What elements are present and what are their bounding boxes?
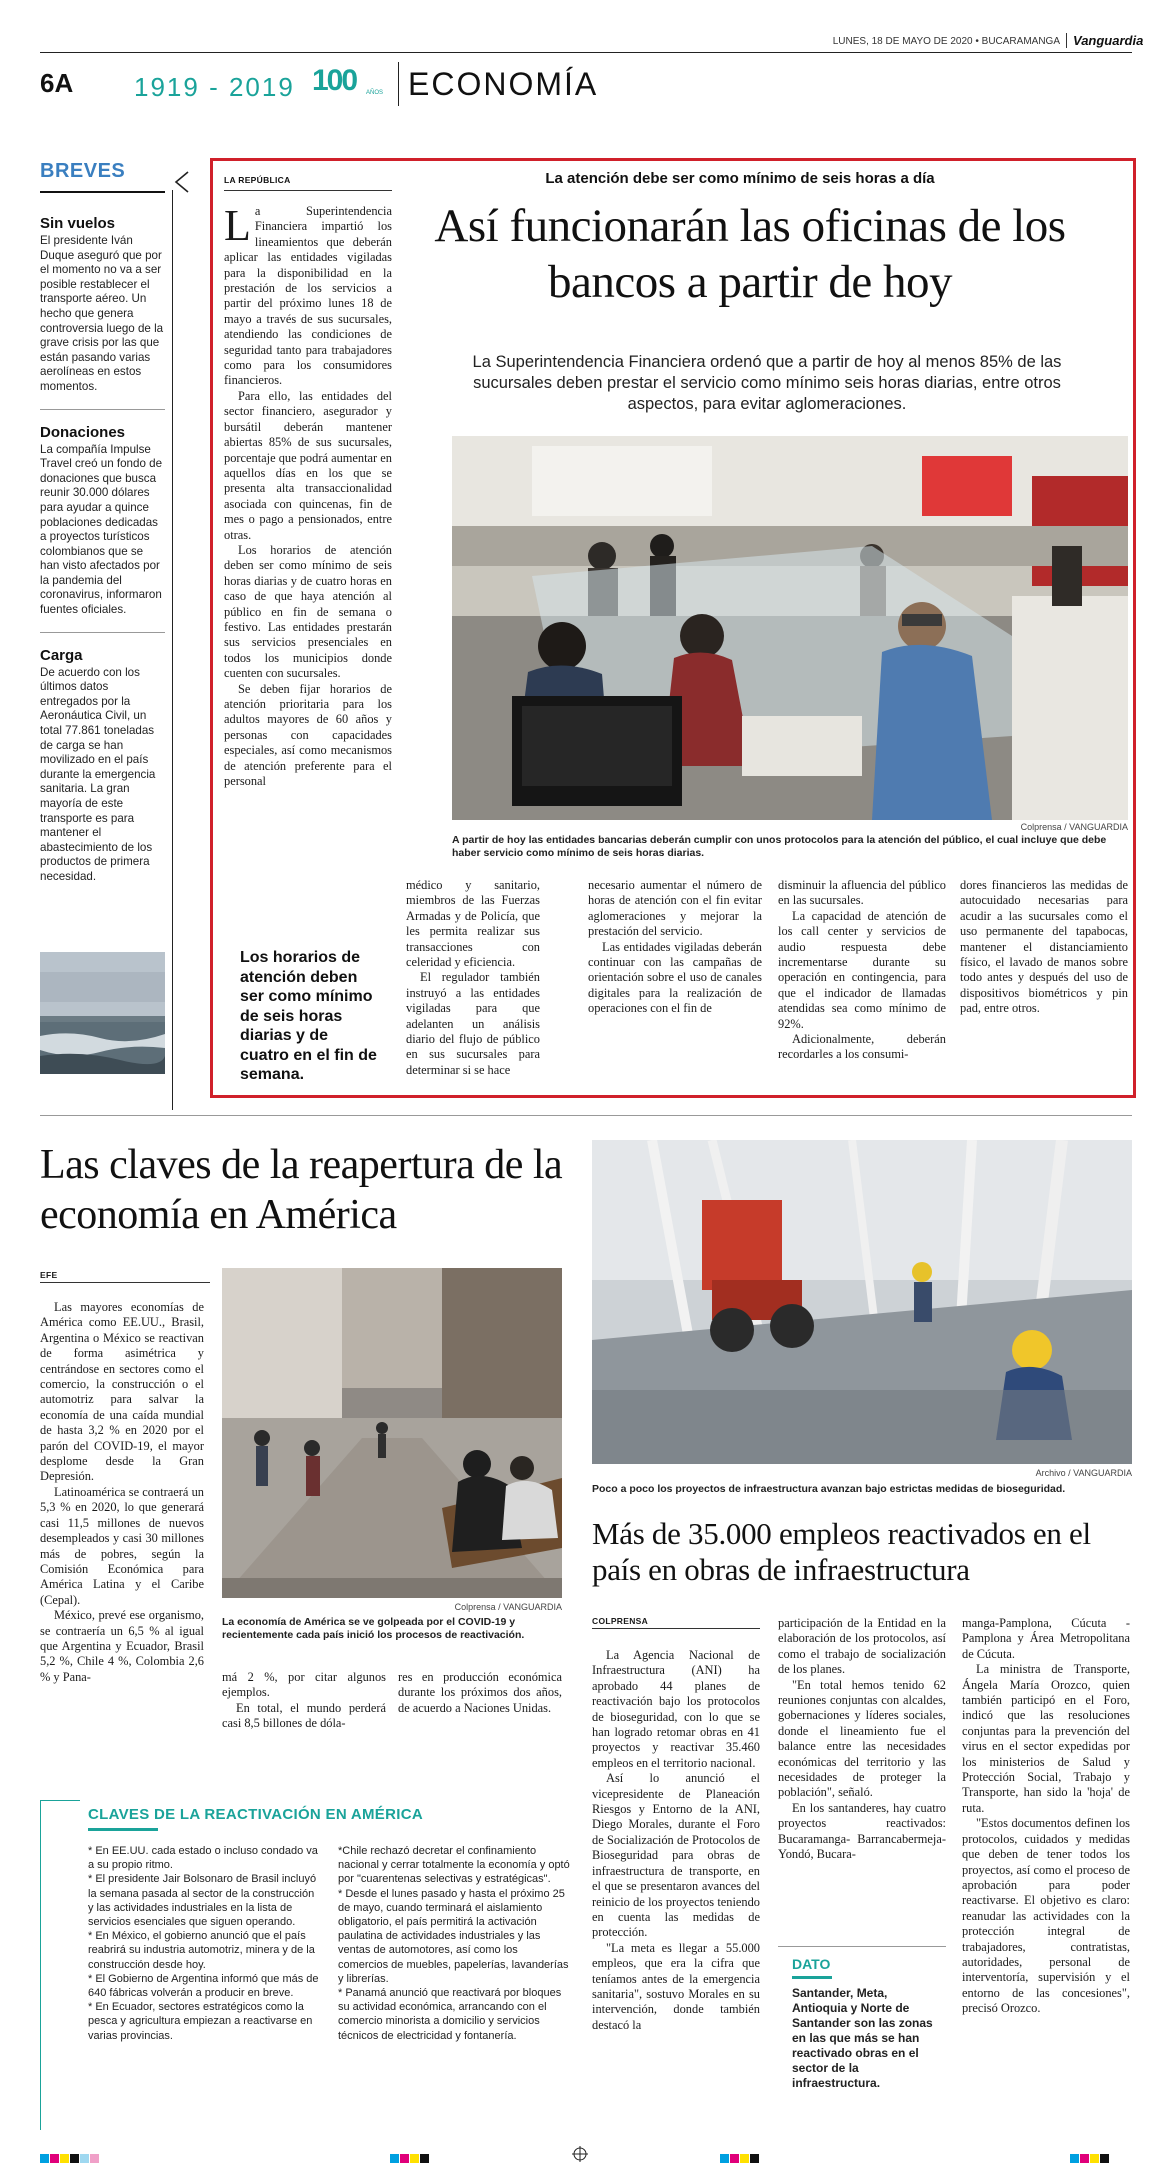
anniversary-number: 100 [312,64,357,97]
article1-col3-para: Las entidades vigiladas deberán continuar con las campañas de orientación sobre el uso de canales digitales para la realización de operaciones con el fin de [588,939,762,1016]
article3-col2 [778,1616,946,1863]
claves-item: *Chile rechazó decretar el confinamiento nacional y cerrar totalmente la economía y optó por "cuarentenas selectivas y estratégicas". [338,1845,570,1886]
breves-vertical-rule [172,190,173,1110]
registration-mark-icon [572,2146,588,2162]
article1-col1-text: a Superintendencia Financiera impartió los lineamientos que deberán aplicar las entidades vigiladas para la disponibilidad en la prestación de los servicios a partir del próximo lunes 18 de mayo a través de sus sucursales, atendiendo las condiciones de seguridad tanto para trabajadores como para los consumidores financieros. [224,204,392,388]
article1-col4-para: Adicionalmente, deberán recordarles a los consumi- [778,1032,946,1062]
breves-item-heading: Donaciones [40,423,126,441]
article3-col1-para: Así lo anunció el vicepresidente de Planeación Riesgos y Entorno de la ANI, Diego Morales, durante el Foro de Socialización de Protocolos de Bioseguridad para obras de infraestructura de transporte, en el que se presentaron avances del reinicio de los proyectos teniendo en cuenta las medidas de protección. [592,1771,760,1940]
print-color-bar-right [720,2150,760,2168]
claves-item: * El presidente Jair Bolsonaro de Brasil incluyó la semana pasada al sector de la construcción y las actividades industriales en la lista de servicios esenciales que siguen operando. [88,1873,317,1929]
article2-col2-para: En total, el mundo perderá casi 8,5 billones de dóla- [222,1700,386,1731]
section-divider [40,1115,1132,1116]
breves-separator [40,632,165,633]
article3-col3 [962,1616,1130,2017]
claves-item: * En Ecuador, sectores estratégicos como la pesca y agricultura empiezan a reactivarse en varias provincias. [88,2001,313,2042]
print-color-bar-far-right [1070,2150,1110,2168]
claves-item: * El Gobierno de Argentina informó que más de 640 fábricas volverán a producir en breve. [88,1972,319,2000]
article1-col3 [588,878,762,1017]
article1-title: Así funcionarán las oficinas de los bancos a partir de hoy [434,200,1066,308]
date-text: LUNES, 18 DE MAYO DE 2020 • BUCARAMANGA [832,36,1060,47]
article3-col1-para: "La meta es llegar a 55.000 empleos, que era la cifra que teníamos antes de la emergencia sanitaria", sostuvo Morales en su intervención, donde también destacó la [592,1940,760,2032]
page-number: 6A [40,68,74,98]
breves-arrow-icon [174,170,190,194]
print-color-bar-mid [390,2150,430,2168]
anniversary-logo [312,64,382,104]
anniversary-sub: AÑOS [366,90,384,96]
article3-col3-para: La ministra de Transporte, Ángela María Orozco, quien también participó en el Foro, indicó que las resoluciones conjuntas para la prevención del virus en el sector expedidas por los ministerios de Salud y Protección Social, Trabajo y Transporte, han sido la 'hoja' de ruta. [962,1662,1130,1815]
article2-col1-para: México, prevé ese organismo, se contraería un 6,5 % al igual que Argentina y Ecuador, Brasil 5,2 %, Chile 4 %, Colombia 2,6 % y Pana- [40,1608,204,1684]
article3-photo [592,1140,1132,1464]
dato-top-rule [778,1946,946,1947]
claves-box-top-rule [40,1800,80,1801]
breves-title: BREVES [40,160,126,182]
article1-col2-para: El regulador también instruyó a las entidades vigiladas para que adelanten un análisis diario del flujo de público en sus sucursales para determinar si se hace [406,970,540,1077]
claves-title-underline [88,1828,158,1831]
article3-col3-para: manga-Pamplona, Cúcuta - Pamplona y Área Metropolitana de Cúcuta. [962,1616,1130,1661]
brand-text: Vanguardia [1073,33,1144,48]
article3-photo-caption: Poco a poco los proyectos de infraestructura avanzan bajo estrictas medidas de bioseguridad. [592,1483,1066,1495]
claves-box [40,1800,580,2130]
claves-right-list [338,1844,570,2043]
article1-photo-caption: A partir de hoy las entidades bancarias deberán cumplir con unos protocolos para la atención del público, el cual incluye que debe haber servicio como mínimo de seis horas diarias. [452,834,1107,859]
section-title: ECONOMÍA [408,66,599,102]
brand-logo [1066,33,1143,48]
article1-col5-para: dores financieros las medidas de autocuidado necesarias para acudir a las sucursales como el uso permanente del tapabocas, mantener el distanciamiento físico, el lavado de manos sobre todo antes y después del uso de dispositivos biométricos y pin pad, entre otros. [960,878,1128,1016]
article2-col2 [222,1670,386,1732]
breves-item-text: La compañía Impulse Travel creó un fondo de donaciones que busca reunir 30.000 dólares para ayudar a quince poblaciones dedicadas a proyectos turísticos colombianos que se han visto afectados por la pandemia del coronavirus, informaron fuentes oficiales. [40,442,163,617]
article3-col2-para: participación de la Entidad en la elaboración de los protocolos, así como el trabajo de socialización de los planes. [778,1616,946,1677]
breves-item-heading: Sin vuelos [40,215,116,232]
claves-title: CLAVES DE LA REACTIVACIÓN EN AMÉRICA [88,1806,423,1823]
article1-lead: La Superintendencia Financiera ordenó que a partir de hoy al menos 85% de las sucursales deben prestar el servicio como mínimo seis horas diarias, entre otros aspectos, para evitar aglomeraciones. [472,353,1062,413]
dato-text: Santander, Meta, Antioquia y Norte de Santander son las zonas en las que más se han reactivado obras en el sector de la infraestructura. [792,1986,933,2090]
breves-item [40,424,165,618]
article2-photo [222,1268,562,1598]
article1-source-rule [224,190,392,191]
article1-col4 [778,878,946,1063]
claves-item: * Panamá anunció que reactivará por bloques su actividad económica, arrancando con el comercio minorista a domicilio y servicios técnicos de electricidad y fontanería. [338,1987,562,2042]
article1-kicker: La atención debe ser como mínimo de seis horas a día [545,170,935,187]
breves-separator [40,409,165,410]
article3-col2-para: En los santanderes, hay cuatro proyectos reactivados: Bucaramanga- Barrancabermeja- Yondó, Bucara- [778,1800,946,1862]
article3-col3-para: "Estos documentos definen los protocolos, cuidados y medidas que deben de tener todos los proyectos, así como el proceso de aprobación para poder reactivarse. El objetivo es claro: reanudar las actividades con la protección integral de trabajadores, contratistas, autoridades, personal de interventoría, supervisión y el entorno de las concesiones", precisó Orozco. [962,1816,1130,2016]
breves-rule [40,191,165,193]
article1-col2 [406,878,540,1078]
article1-col4-para: disminuir la afluencia del público en las sucursales. [778,878,946,908]
article2-col1-para: Latinoamérica se contraerá un 5,3 % en 2020, lo que generará casi 11,5 millones de nuevos desempleados y casi 30 millones más de pobres, según la Comisión Económica para América Latina y el Caribe (Cepal). [40,1484,204,1607]
dato-box [778,1946,946,2096]
claves-left-list [88,1844,320,2043]
claves-item: * En EE.UU. cada estado o incluso condado va a su propio ritmo. [88,1845,318,1872]
article2-col1 [40,1300,204,1685]
article3-source: COLPRENSA [592,1616,649,1626]
article1-photo-credit: Colprensa / VANGUARDIA [1020,822,1128,832]
breves-item [40,647,165,885]
article2-photo-caption: La economía de América se ve golpeada por el COVID-19 y recientemente cada país inició los procesos de reactivación. [222,1616,525,1641]
date-line [600,36,1060,47]
breves-item-heading: Carga [40,646,83,664]
article3-title: Más de 35.000 empleos reactivados en el país en obras de infraestructura [592,1516,1091,1587]
article3-col2-para: "En total hemos tenido 62 reuniones conjuntas con alcaldes, gobernaciones y líderes sociales, donde el lineamiento fue el balance entre las necesidades económicas del territorio y las necesidades de proteger la población", señaló. [778,1677,946,1800]
article1-col1-para: Se deben fijar horarios de atención prioritaria para los adultos mayores de 60 años y personas con capacidades especiales, así como mecanismos de atención preferente para el personal [224,681,392,789]
article2-col3 [398,1670,562,1716]
article2-col3-para: res en producción económica durante los próximos dos años, de acuerdo a Naciones Unidas. [398,1670,562,1715]
article1-col2-para: médico y sanitario, miembros de las Fuerzas Armadas y de Policía, que les permita realizar sus transacciones con celeridad y eficiencia. [406,878,540,970]
breves-item [40,215,165,395]
years-label: 1919 - 2019 [134,72,295,102]
article2-title: Las claves de la reapertura de la economía en América [40,1142,563,1238]
article3-col1-para: La Agencia Nacional de Infraestructura (ANI) ha aprobado 44 planes de reactivación bajo los protocolos de bioseguridad, con lo que se han logrado retomar obras en 41 proyectos y reactivar 35.460 empleos en el territorio nacional. [592,1648,760,1770]
breves-item-text: De acuerdo con los últimos datos entregados por la Aeronáutica Civil, un total 77.861 toneladas de carga se han movilizado en el país durante la emergencia sanitaria. La gran mayoría de este transporte es para mantener el abastecimiento de los productos de primera necesidad. [40,665,156,883]
article1-pullquote: Los horarios de atención deben ser como mínimo de seis horas diarias y de cuatro en el fin de semana. [240,949,377,1083]
article1-photo [452,436,1128,820]
article1-col5 [960,878,1128,1017]
breves-photo [40,952,165,1074]
article1-col1 [224,201,392,789]
article1-col1-para: Los horarios de atención deben ser como mínimo de seis horas diarias y de cuatro horas en caso de que haya atención al público en fin de semana o festivo. Las entidades prestarán sus servicios presenciales en todos los municipios donde cuenten con sucursales. [224,542,392,681]
header-rule-top [40,52,1132,53]
claves-item: * En México, el gobierno anunció que el país reabrirá su industria automotriz, minera y de la construcción desde hoy. [88,1930,315,1971]
article2-col2-para: má 2 %, por citar algunos ejemplos. [222,1670,386,1700]
print-color-bar-left [40,2150,100,2168]
claves-item: * Desde el lunes pasado y hasta el próximo 25 de mayo, cuando terminará el aislamiento obligatorio, el país permitirá la activación paulatina de actividades industriales y las ventas de automotores, así como los comercios de muebles, papelerías, lavanderías y librerías. [338,1887,569,1985]
article2-source-rule [40,1282,210,1283]
dato-underline [792,1976,832,1979]
article3-source-rule [592,1628,760,1629]
article2-photo-credit: Colprensa / VANGUARDIA [454,1602,562,1612]
drop-cap: L [224,201,251,250]
article3-photo-credit: Archivo / VANGUARDIA [1035,1468,1132,1478]
header-divider [398,62,399,106]
dato-title: DATO [792,1956,831,1972]
article1-col4-para: La capacidad de atención de los call center y servicios de audio respuesta debe incrementarse durante su operación en contingencia, para que el indicador de llamadas atendidas sea como mínimo de 92%. [778,908,946,1031]
article1-source: LA REPÚBLICA [224,175,291,185]
article2-source: EFE [40,1270,58,1280]
article2-col1-para: Las mayores economías de América como EE.UU., Brasil, Argentina o México se reactivan de forma asimétrica y centrándose en sectores como el comercio, la construcción o el automotriz para salvar la economía de una caída mundial de hasta 3,2 % en 2020 por el parón del COVID-19, el mayor desplome desde la Gran Depresión. [40,1300,204,1484]
article3-col1 [592,1648,760,2033]
article1-col1-para: Para ello, las entidades del sector financiero, asegurador y bursátil deberán mantener abiertas 85% de sus sucursales, porcentaje que podrá aumentar en aquellos días en los que se presenta alta transaccionalidad asociada con quincenas, fin de mes o pago a pensionados, entre otras. [224,388,392,542]
article1-col3-para: necesario aumentar el número de horas de atención con el fin evitar aglomeraciones y mejorar la prestación del servicio. [588,878,762,939]
breves-item-text: El presidente Iván Duque aseguró que por el momento no va a ser posible restablecer el transporte aéreo. Un hecho que genera controversia luego de la grave crisis por las que están pasando varias aerolíneas en estos momentos. [40,234,164,393]
article1-col1-para [224,201,392,389]
claves-box-left-rule [40,1800,41,2130]
